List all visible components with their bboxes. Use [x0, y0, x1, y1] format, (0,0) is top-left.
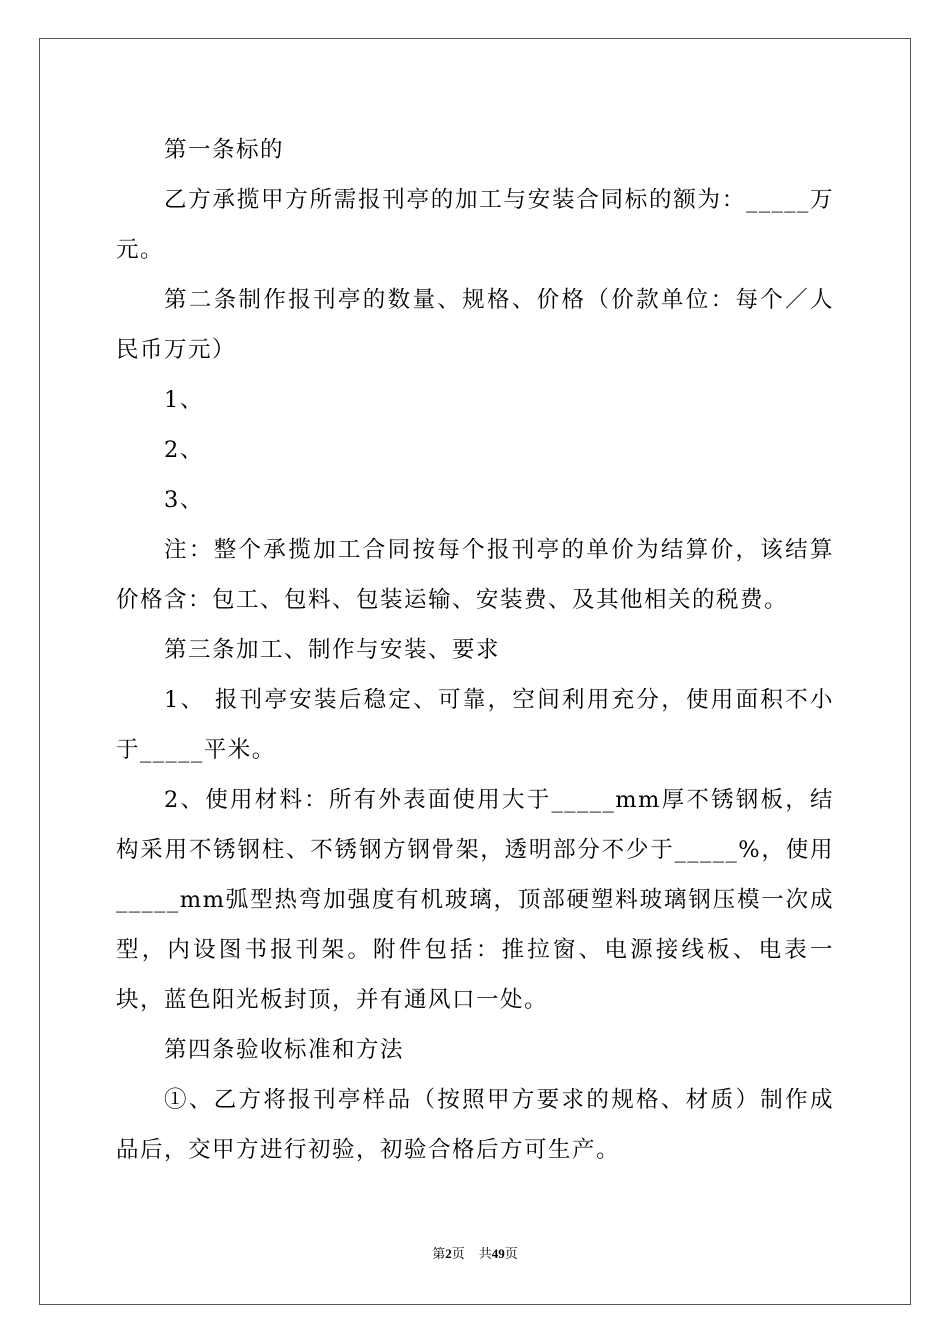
contract-amount-paragraph: 乙方承揽甲方所需报刊亭的加工与安装合同标的额为：_____万元。 — [116, 187, 834, 263]
list-item-3: 3、 — [164, 487, 204, 513]
page-prefix: 第 — [432, 1246, 446, 1261]
requirement-1-paragraph: 1、 报刊亭安装后稳定、可靠，空间利用充分，使用面积不小于_____平米。 — [116, 687, 834, 763]
list-item-1: 1、 — [164, 387, 204, 413]
article-1-heading: 第一条标的 — [164, 137, 285, 163]
article-3-heading: 第三条加工、制作与安装、要求 — [164, 637, 501, 663]
document-body — [116, 125, 834, 1175]
page-footer — [0, 1243, 950, 1262]
article-2-heading: 第二条制作报刊亭的数量、规格、价格（价款单位：每个／人民币万元） — [116, 287, 834, 363]
total-pages: 49 — [491, 1246, 505, 1261]
page-suffix: 页 — [451, 1246, 465, 1261]
total-suffix: 页 — [504, 1246, 518, 1261]
requirement-2-paragraph: 2、使用材料：所有外表面使用大于_____mm厚不锈钢板，结构采用不锈钢柱、不锈钢方钢骨架，透明部分不少于_____%，使用_____mm弧型热弯加强度有机玻璃，顶部硬塑料玻璃钢压模一次成型，内设图书报刊架。附件包括：推拉窗、电源接线板、电表一块，蓝色阳光板封顶，并有通风口一处。 — [116, 787, 834, 1013]
page-number: 2 — [445, 1246, 452, 1261]
price-note-paragraph: 注：整个承揽加工合同按每个报刊亭的单价为结算价，该结算价格含：包工、包料、包装运输、安装费、及其他相关的税费。 — [116, 537, 834, 613]
acceptance-1-paragraph: ①、乙方将报刊亭样品（按照甲方要求的规格、材质）制作成品后，交甲方进行初验，初验合格后方可生产。 — [116, 1087, 834, 1163]
total-prefix: 共 — [478, 1246, 492, 1261]
article-4-heading: 第四条验收标准和方法 — [164, 1037, 405, 1063]
list-item-2: 2、 — [164, 437, 204, 463]
